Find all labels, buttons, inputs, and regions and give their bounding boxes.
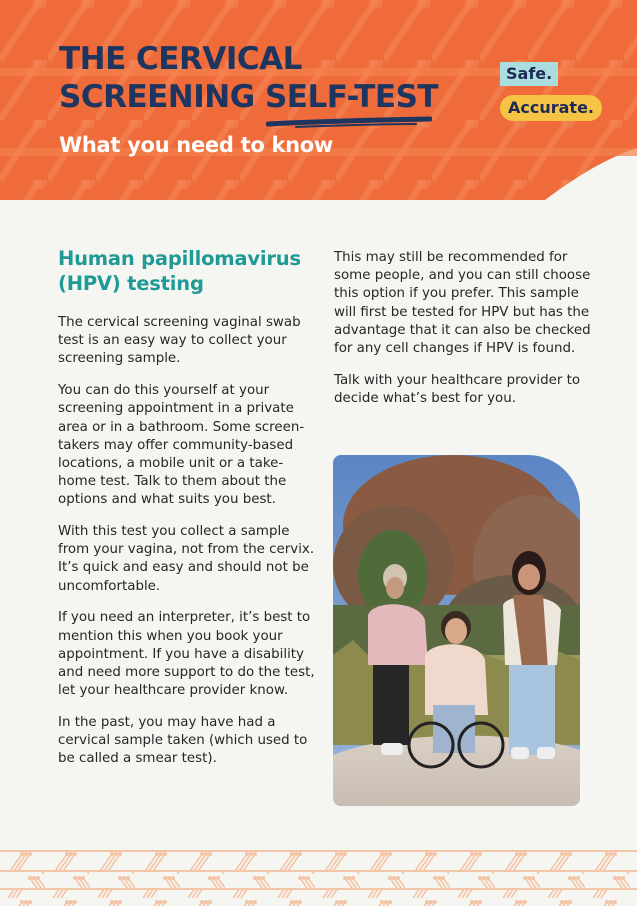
page-title bbox=[59, 40, 438, 116]
header-banner bbox=[0, 0, 637, 200]
photo-illustration bbox=[333, 455, 580, 806]
title-line-1: THE CERVICAL bbox=[59, 41, 302, 77]
badge-accurate: Accurate. bbox=[500, 95, 602, 121]
section-heading: Human papillomavirus (HPV) testing bbox=[58, 247, 301, 295]
badge-safe: Safe. bbox=[500, 62, 558, 86]
paragraph: In the past, you may have had a cervical sample taken (which used to be called a smear test). bbox=[58, 714, 308, 767]
paragraph: Talk with your healthcare provider to decide what’s best for you. bbox=[334, 372, 581, 406]
title-line-2 bbox=[59, 78, 438, 116]
paragraph: With this test you collect a sample from your vagina, not from the cervix. It’s quick and easy and should not be uncomfortable. bbox=[58, 524, 315, 594]
footer-pattern bbox=[0, 850, 637, 906]
title-line-2-prefix: SCREENING bbox=[59, 79, 265, 115]
paragraph: This may still be recommended for some people, and you can still choose this option if you prefer. This sample will first be tested for HPV but has the advantage that it can also be checked for any cell changes if HPV is found. bbox=[334, 250, 591, 357]
paragraph: The cervical screening vaginal swab test is an easy way to collect your screening sample. bbox=[58, 315, 301, 367]
title-underline-stroke bbox=[266, 115, 432, 129]
hero-photo bbox=[333, 455, 580, 806]
paragraph: You can do this yourself at your screening appointment in a private area or in a bathroom. Some screen-takers may offer community-based locations, a mobile unit or a take-home test. Talk to them about the options and what suits you best. bbox=[58, 383, 305, 508]
paragraph: If you need an interpreter, it’s best to mention this when you book your appointment. If you have a disability and need more support to do the test, let your healthcare provider know. bbox=[58, 610, 315, 699]
right-column bbox=[334, 249, 594, 422]
title-highlight: SELF-TEST bbox=[264, 79, 439, 115]
left-column bbox=[58, 246, 320, 782]
page-subtitle: What you need to know bbox=[59, 133, 334, 157]
